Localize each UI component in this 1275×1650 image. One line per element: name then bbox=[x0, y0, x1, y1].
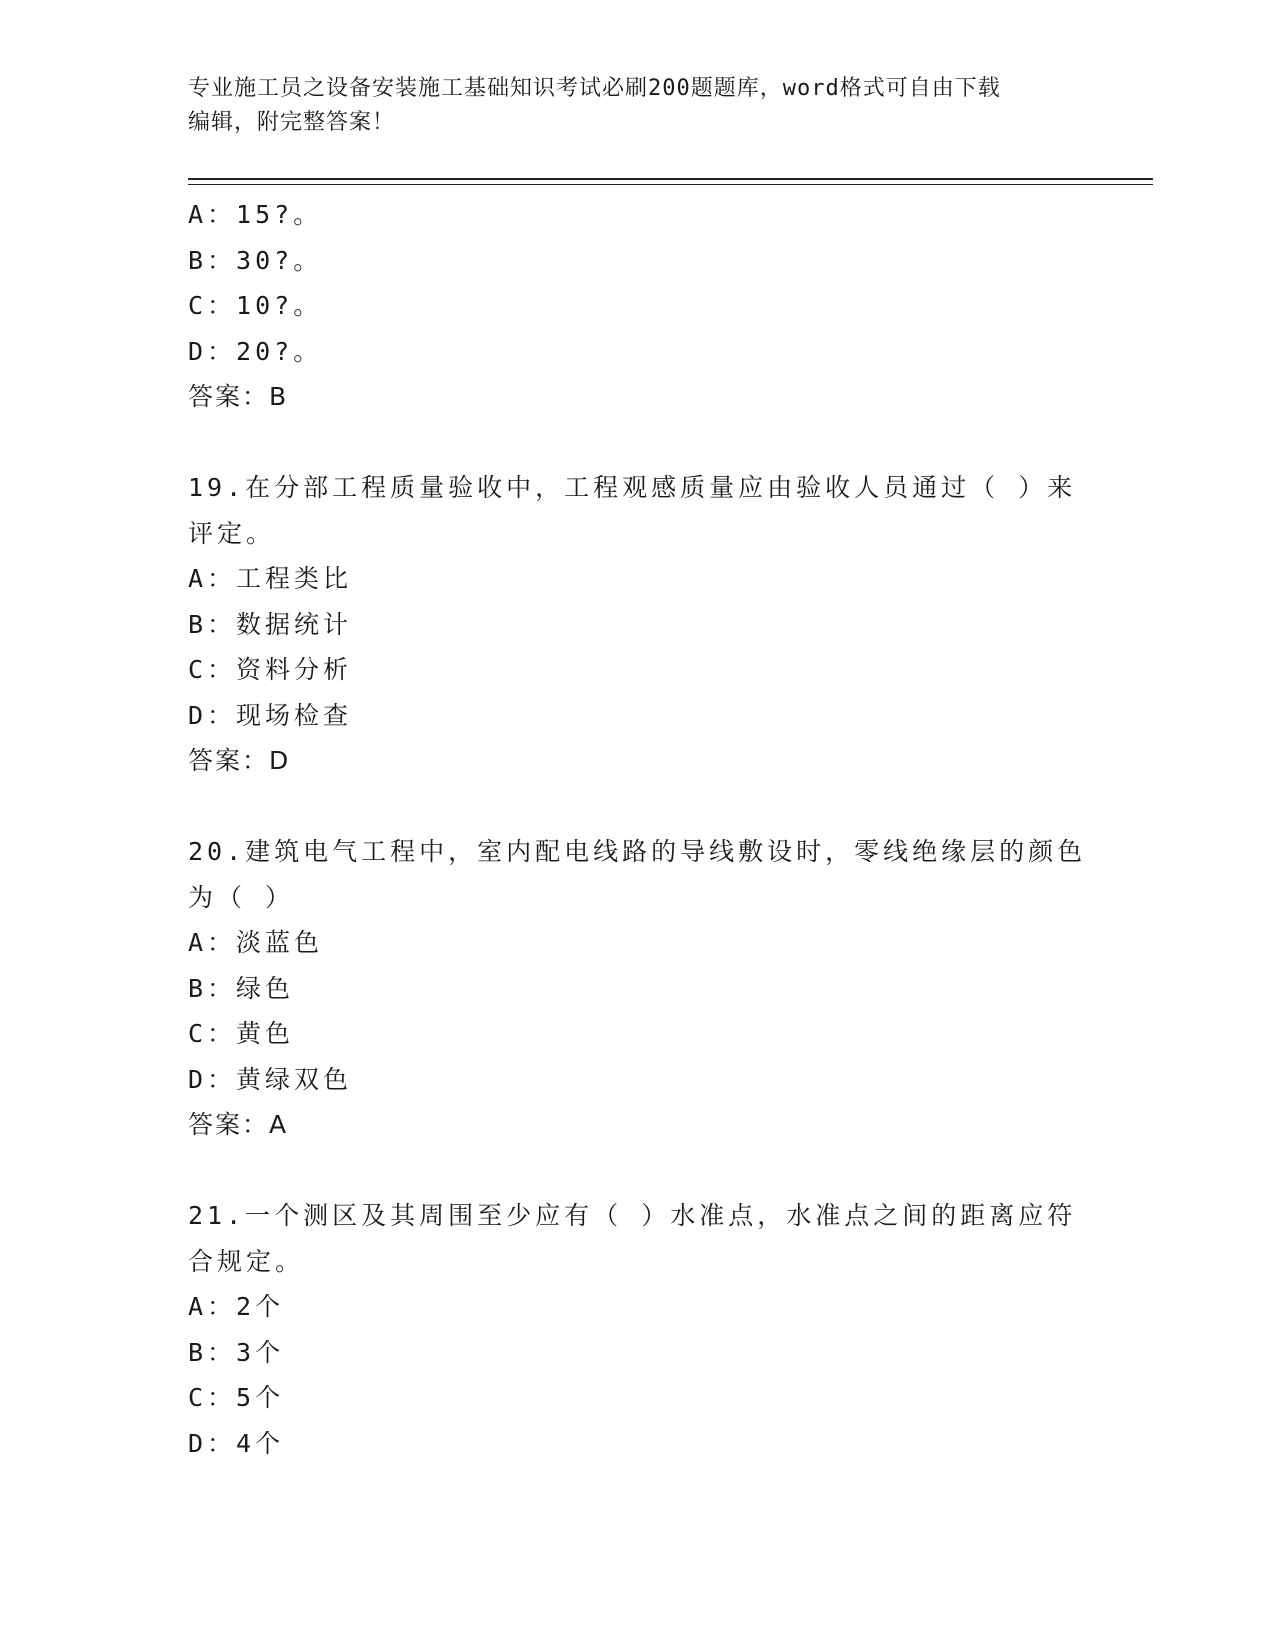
option-d: D：现场检查 bbox=[188, 700, 353, 730]
option-b: B：30?。 bbox=[188, 245, 323, 275]
question-19 bbox=[188, 465, 1088, 784]
header-title-line-2: 编辑，附完整答案！ bbox=[188, 110, 396, 135]
option-a: A：淡蓝色 bbox=[188, 928, 324, 957]
option-b: B：绿色 bbox=[188, 973, 295, 1003]
question-stem-line-2: 为（ ） bbox=[188, 882, 295, 912]
answer: 答案：A bbox=[188, 1110, 289, 1139]
document-header bbox=[188, 72, 1088, 140]
question-list bbox=[188, 192, 1088, 1466]
option-b: B：数据统计 bbox=[188, 609, 353, 639]
answer: 答案：D bbox=[188, 746, 291, 775]
spacer bbox=[188, 1148, 1088, 1194]
question-stem-line-1: 21.一个测区及其周围至少应有（ ）水准点，水准点之间的距离应符 bbox=[188, 1201, 1077, 1230]
option-d: D：20?。 bbox=[188, 336, 323, 366]
option-a: A：2个 bbox=[188, 1292, 285, 1321]
answer: 答案：B bbox=[188, 382, 289, 411]
spacer bbox=[188, 420, 1088, 466]
question-21 bbox=[188, 1193, 1088, 1466]
option-d: D：黄绿双色 bbox=[188, 1064, 353, 1094]
header-title-line-1: 专业施工员之设备安装施工基础知识考试必刷200题题库，word格式可自由下载 bbox=[188, 76, 1001, 101]
question-stem-line-2: 合规定。 bbox=[188, 1246, 305, 1276]
spacer bbox=[188, 784, 1088, 830]
option-d: D：4个 bbox=[188, 1428, 285, 1458]
option-a: A：15?。 bbox=[188, 200, 323, 229]
option-c: C：黄色 bbox=[188, 1019, 295, 1048]
header-divider-bottom bbox=[188, 184, 1153, 185]
option-c: C：5个 bbox=[188, 1383, 285, 1412]
question-stem-line-1: 19.在分部工程质量验收中，工程观感质量应由验收人员通过（ ）来 bbox=[188, 473, 1077, 502]
option-a: A：工程类比 bbox=[188, 564, 353, 593]
question-stem-line-1: 20.建筑电气工程中，室内配电线路的导线敷设时，零线绝缘层的颜色 bbox=[188, 837, 1087, 866]
option-b: B：3个 bbox=[188, 1337, 285, 1367]
header-divider-top bbox=[188, 178, 1153, 180]
option-c: C：资料分析 bbox=[188, 655, 353, 684]
question-18 bbox=[188, 192, 1088, 420]
question-stem-line-2: 评定。 bbox=[188, 518, 276, 548]
option-c: C：10?。 bbox=[188, 291, 323, 320]
question-20 bbox=[188, 829, 1088, 1148]
